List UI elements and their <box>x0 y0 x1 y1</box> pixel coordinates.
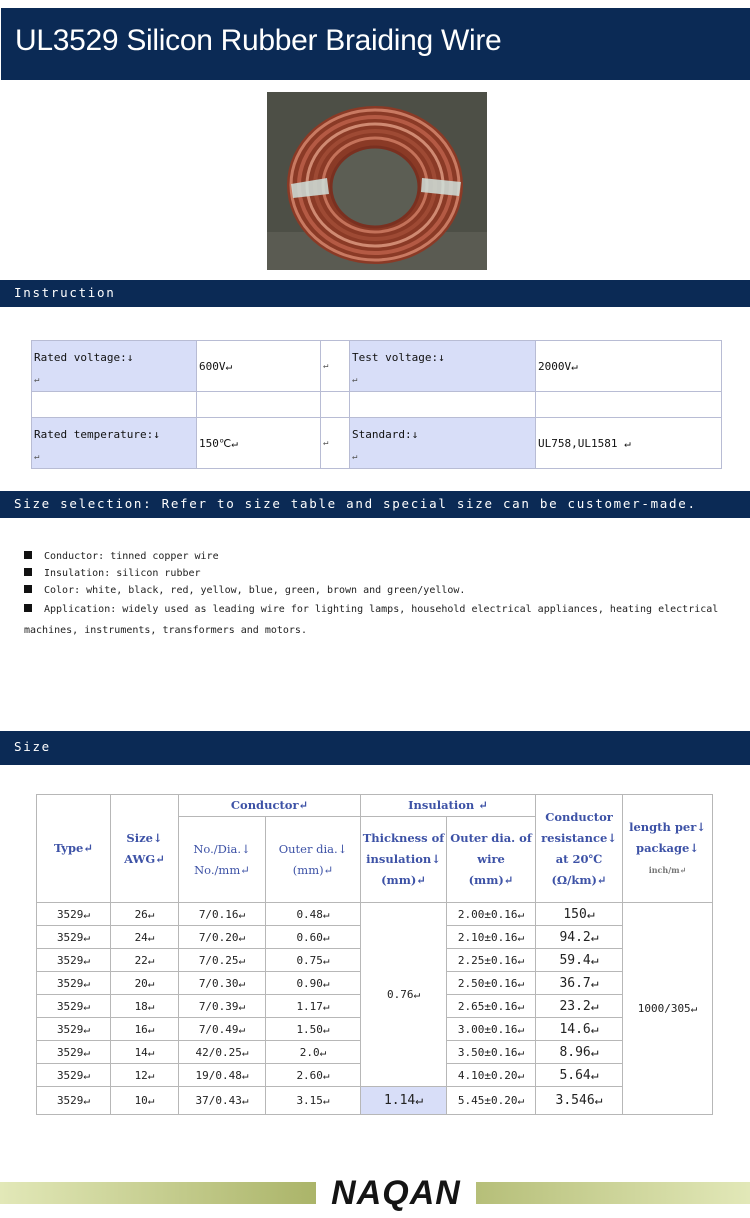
paragraph-mark: ↵ <box>321 418 350 469</box>
instruction-heading: Instruction <box>14 285 116 300</box>
type-header: Type↵ <box>37 795 111 903</box>
list-item <box>24 548 724 565</box>
square-bullet-icon <box>24 585 32 593</box>
cell-awg: 26↵ <box>111 903 179 926</box>
cell-awg: 20↵ <box>111 972 179 995</box>
empty-cell <box>536 392 722 418</box>
cell-wire-outer: 2.10±0.16↵ <box>447 926 536 949</box>
size-table <box>36 794 713 1115</box>
title-bar <box>1 8 750 80</box>
header-line: Thickness of <box>362 831 445 845</box>
cell-outer-dia: 1.50↵ <box>266 1018 361 1041</box>
length-per-package-header <box>623 795 713 903</box>
rated-voltage-label: Rated voltage:↓ <box>34 351 134 364</box>
wire-coil-image <box>267 92 487 270</box>
cell-wire-outer: 4.10±0.20↵ <box>447 1064 536 1087</box>
brand-logo: NAQAN <box>331 1174 461 1212</box>
cell-no-dia: 7/0.49↵ <box>179 1018 266 1041</box>
cell-no-dia: 7/0.25↵ <box>179 949 266 972</box>
header-line: No./mm↵ <box>194 862 250 877</box>
cell-outer-dia: 0.48↵ <box>266 903 361 926</box>
test-voltage-value: 2000V↵ <box>536 341 722 392</box>
cell-outer-dia: 2.0↵ <box>266 1041 361 1064</box>
cell-type: 3529↵ <box>37 903 111 926</box>
cell-outer-dia: 0.90↵ <box>266 972 361 995</box>
cell-resistance: 94.2↵ <box>536 926 623 949</box>
cell-awg: 24↵ <box>111 926 179 949</box>
spec-table <box>31 340 722 469</box>
size-selection-bar <box>0 491 750 518</box>
cell-wire-outer: 5.45±0.20↵ <box>447 1087 536 1115</box>
empty-cell <box>197 392 321 418</box>
standard-label-cell <box>350 418 536 469</box>
cell-awg: 16↵ <box>111 1018 179 1041</box>
cell-type: 3529↵ <box>37 926 111 949</box>
cell-awg: 12↵ <box>111 1064 179 1087</box>
cell-resistance: 36.7↵ <box>536 972 623 995</box>
cell-wire-outer: 2.00±0.16↵ <box>447 903 536 926</box>
conductor-resistance-header <box>536 795 623 903</box>
test-voltage-label-cell <box>350 341 536 392</box>
outer-dia-header <box>266 817 361 903</box>
square-bullet-icon <box>24 568 32 576</box>
cell-type: 3529↵ <box>37 1087 111 1115</box>
cell-wire-outer: 2.25±0.16↵ <box>447 949 536 972</box>
header-line: Outer dia.↓ <box>278 841 348 856</box>
cell-type: 3529↵ <box>37 972 111 995</box>
header-line: package↓ <box>636 840 699 855</box>
rated-temperature-label: Rated temperature:↓ <box>34 428 160 441</box>
list-item <box>24 565 724 582</box>
header-line: (Ω/km)↵ <box>551 872 607 887</box>
instruction-bar <box>0 280 750 307</box>
cell-resistance: 8.96↵ <box>536 1041 623 1064</box>
logo-container <box>316 1172 476 1214</box>
cell-awg: 18↵ <box>111 995 179 1018</box>
bullet-text: Color: white, black, red, yellow, blue, green, brown and green/yellow. <box>44 585 466 596</box>
paragraph-mark: ↵ <box>34 452 40 462</box>
rated-voltage-label-cell <box>32 341 197 392</box>
cell-wire-outer: 2.50±0.16↵ <box>447 972 536 995</box>
cell-awg: 22↵ <box>111 949 179 972</box>
cell-awg: 14↵ <box>111 1041 179 1064</box>
cell-no-dia: 37/0.43↵ <box>179 1087 266 1115</box>
standard-value: UL758,UL1581 ↵ <box>536 418 722 469</box>
cell-thickness: 1.14↵ <box>361 1087 447 1115</box>
page-title: UL3529 Silicon Rubber Braiding Wire <box>15 24 502 57</box>
paragraph-mark: ↵ <box>34 375 40 385</box>
cell-type: 3529↵ <box>37 1064 111 1087</box>
bullet-text: Application: widely used as leading wire for lighting lamps, household electrical appliances, heating electrical machines, instruments, transformers and motors. <box>24 604 719 636</box>
test-voltage-label: Test voltage:↓ <box>352 351 445 364</box>
empty-cell <box>350 392 536 418</box>
header-line: wire <box>477 852 505 866</box>
insulation-header: Insulation ↵ <box>361 795 536 817</box>
header-line: at 20℃ <box>555 851 603 866</box>
paragraph-mark: ↵ <box>321 341 350 392</box>
header-line: insulation↓ <box>366 852 441 866</box>
header-line: (mm)↵ <box>292 862 334 877</box>
cell-wire-outer: 3.00±0.16↵ <box>447 1018 536 1041</box>
standard-label: Standard:↓ <box>352 428 419 441</box>
cell-resistance: 150↵ <box>536 903 623 926</box>
empty-cell <box>321 392 350 418</box>
wire-outer-dia-header <box>447 817 536 903</box>
size-selection-heading: Size selection: Refer to size table and special size can be customer-made. <box>14 496 697 511</box>
cell-resistance: 14.6↵ <box>536 1018 623 1041</box>
header-line: Outer dia. of <box>450 831 532 845</box>
header-line: inch/m↵ <box>648 864 687 875</box>
cell-no-dia: 19/0.48↵ <box>179 1064 266 1087</box>
size-heading: Size <box>14 739 51 754</box>
header-line: length per↓ <box>629 819 706 834</box>
cell-resistance: 5.64↵ <box>536 1064 623 1087</box>
cell-thickness-merged: 0.76↵ <box>361 903 447 1087</box>
no-dia-header <box>179 817 266 903</box>
cell-type: 3529↵ <box>37 949 111 972</box>
cell-resistance: 23.2↵ <box>536 995 623 1018</box>
square-bullet-icon <box>24 604 32 612</box>
cell-type: 3529↵ <box>37 995 111 1018</box>
cell-outer-dia: 3.15↵ <box>266 1087 361 1115</box>
cell-no-dia: 7/0.39↵ <box>179 995 266 1018</box>
header-line: Conductor <box>545 809 613 824</box>
bullet-text: Insulation: silicon rubber <box>44 568 201 579</box>
paragraph-mark: ↵ <box>352 452 358 462</box>
cell-no-dia: 7/0.30↵ <box>179 972 266 995</box>
cell-type: 3529↵ <box>37 1018 111 1041</box>
rated-voltage-value: 600V↵ <box>197 341 321 392</box>
cell-no-dia: 7/0.20↵ <box>179 926 266 949</box>
size-awg-header <box>111 795 179 903</box>
cell-outer-dia: 2.60↵ <box>266 1064 361 1087</box>
feature-list <box>24 548 724 641</box>
cell-type: 3529↵ <box>37 1041 111 1064</box>
header-line: (mm)↵ <box>381 873 426 887</box>
cell-outer-dia: 0.60↵ <box>266 926 361 949</box>
cell-awg: 10↵ <box>111 1087 179 1115</box>
empty-cell <box>32 392 197 418</box>
size-awg-line: Size↓ <box>126 830 163 845</box>
rated-temperature-label-cell <box>32 418 197 469</box>
cell-wire-outer: 3.50±0.16↵ <box>447 1041 536 1064</box>
cell-wire-outer: 2.65±0.16↵ <box>447 995 536 1018</box>
list-item <box>24 582 724 599</box>
cell-outer-dia: 0.75↵ <box>266 949 361 972</box>
cell-no-dia: 42/0.25↵ <box>179 1041 266 1064</box>
conductor-header: Conductor↵ <box>179 795 361 817</box>
paragraph-mark: ↵ <box>352 375 358 385</box>
square-bullet-icon <box>24 551 32 559</box>
header-line: (mm)↵ <box>468 873 514 887</box>
thickness-header <box>361 817 447 903</box>
list-item <box>24 599 724 641</box>
size-bar <box>0 731 750 765</box>
header-line: No./Dia.↓ <box>193 841 251 856</box>
cell-length-merged: 1000/305↵ <box>623 903 713 1115</box>
cell-outer-dia: 1.17↵ <box>266 995 361 1018</box>
product-photo <box>267 92 487 270</box>
size-awg-line: AWG↵ <box>124 851 165 866</box>
cell-no-dia: 7/0.16↵ <box>179 903 266 926</box>
rated-temperature-value: 150℃↵ <box>197 418 321 469</box>
cell-resistance: 59.4↵ <box>536 949 623 972</box>
header-line: resistance↓ <box>541 830 617 845</box>
cell-resistance: 3.546↵ <box>536 1087 623 1115</box>
bullet-text: Conductor: tinned copper wire <box>44 551 219 562</box>
